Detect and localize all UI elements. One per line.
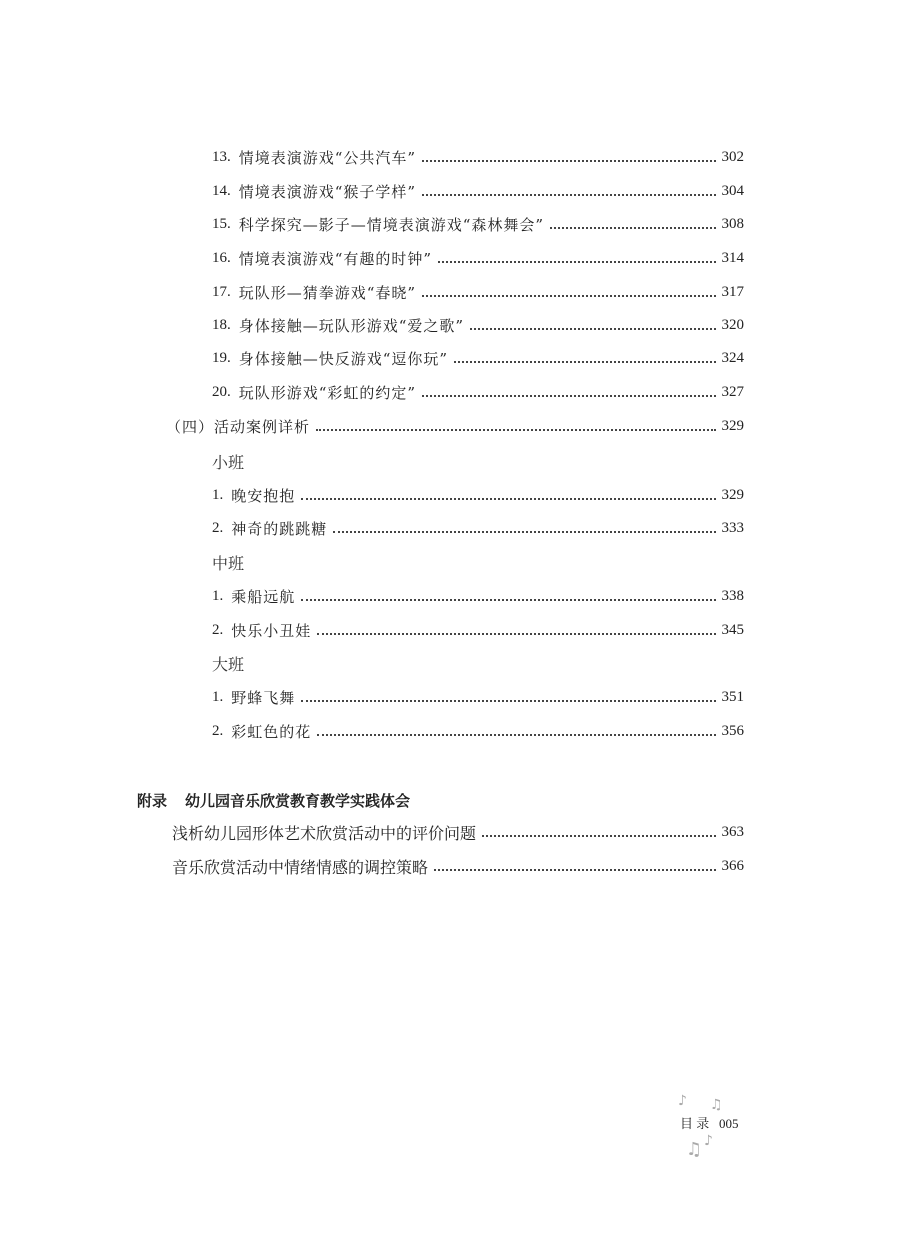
dot-leader xyxy=(454,361,715,363)
dot-leader xyxy=(301,700,715,702)
entry-title: 身体接触—快反游戏“逗你玩” xyxy=(238,349,449,368)
entry-number: 1. xyxy=(212,587,224,604)
dot-leader xyxy=(438,261,715,263)
music-note-icon: ♪ xyxy=(678,1093,687,1109)
entry-page: 317 xyxy=(721,283,744,300)
entry-title: 玩队形—猜拳游戏“春晓” xyxy=(238,283,417,302)
entry-page: 333 xyxy=(721,519,744,536)
entry-number: 17. xyxy=(212,283,231,300)
entry-number: 13. xyxy=(212,148,231,165)
entry-number: 15. xyxy=(212,215,231,232)
entry-page: 304 xyxy=(721,182,744,199)
section-title: （四）活动案例详析 xyxy=(166,417,311,436)
section-page: 329 xyxy=(721,417,744,434)
dot-leader xyxy=(422,160,715,162)
page-footer xyxy=(660,1095,770,1175)
music-note-icon: ♫ xyxy=(710,1097,723,1113)
page-number: 005 xyxy=(719,1116,739,1131)
entry-page: 345 xyxy=(721,621,744,638)
group-label-xiaoban: 小班 xyxy=(212,453,245,472)
entry-page: 324 xyxy=(721,349,744,366)
toc-entry xyxy=(212,313,744,337)
appendix-entry xyxy=(172,854,744,878)
entry-page: 356 xyxy=(721,722,744,739)
music-note-icon: ♪ xyxy=(704,1133,713,1149)
entry-title: 快乐小丑娃 xyxy=(231,621,312,640)
entry-page: 366 xyxy=(721,857,744,874)
entry-number: 2. xyxy=(212,519,224,536)
appendix-label: 附录 xyxy=(137,792,168,810)
entry-title: 音乐欣赏活动中情绪情感的调控策略 xyxy=(172,857,429,877)
toc-entry xyxy=(212,618,744,642)
toc-entry xyxy=(212,685,744,709)
dot-leader xyxy=(301,599,715,601)
footer-text xyxy=(680,1113,739,1132)
dot-leader xyxy=(550,227,715,229)
entry-number: 1. xyxy=(212,688,224,705)
group-label-zhongban: 中班 xyxy=(212,554,245,573)
dot-leader xyxy=(422,395,715,397)
entry-page: 329 xyxy=(721,486,744,503)
entry-title: 情境表演游戏“公共汽车” xyxy=(238,148,417,167)
toc-entry xyxy=(212,346,744,370)
toc-entry xyxy=(212,380,744,404)
dot-leader xyxy=(434,869,715,871)
entry-number: 1. xyxy=(212,486,224,503)
entry-page: 338 xyxy=(721,587,744,604)
toc-entry xyxy=(212,516,744,540)
dot-leader xyxy=(482,835,715,837)
appendix-heading xyxy=(137,790,410,811)
entry-number: 2. xyxy=(212,722,224,739)
toc-section-4 xyxy=(166,414,744,438)
entry-number: 18. xyxy=(212,316,231,333)
footer-section: 目 录 xyxy=(680,1116,710,1131)
entry-title: 身体接触—玩队形游戏“爱之歌” xyxy=(238,316,465,335)
entry-page: 314 xyxy=(721,249,744,266)
entry-number: 2. xyxy=(212,621,224,638)
toc-entry xyxy=(212,212,744,236)
appendix-entry xyxy=(172,820,744,844)
dot-leader xyxy=(316,429,715,431)
dot-leader xyxy=(422,295,715,297)
entry-title: 科学探究—影子—情境表演游戏“森林舞会” xyxy=(238,215,545,234)
entry-page: 308 xyxy=(721,215,744,232)
entry-title: 彩虹色的花 xyxy=(231,722,312,741)
entry-number: 16. xyxy=(212,249,231,266)
toc-entry xyxy=(212,280,744,304)
entry-title: 玩队形游戏“彩虹的约定” xyxy=(238,383,417,402)
dot-leader xyxy=(317,734,715,736)
appendix-title: 幼儿园音乐欣赏教育教学实践体会 xyxy=(185,792,411,810)
toc-entry xyxy=(212,179,744,203)
entry-title: 神奇的跳跳糖 xyxy=(231,519,328,538)
toc-entry xyxy=(212,483,744,507)
entry-page: 327 xyxy=(721,383,744,400)
entry-title: 情境表演游戏“猴子学样” xyxy=(238,182,417,201)
music-note-icon: ♫ xyxy=(686,1139,703,1160)
entry-page: 363 xyxy=(721,823,744,840)
toc-entry xyxy=(212,246,744,270)
entry-number: 19. xyxy=(212,349,231,366)
entry-number: 20. xyxy=(212,383,231,400)
dot-leader xyxy=(470,328,715,330)
dot-leader xyxy=(422,194,715,196)
entry-title: 浅析幼儿园形体艺术欣赏活动中的评价问题 xyxy=(172,823,477,843)
entry-title: 乘船远航 xyxy=(231,587,296,606)
group-label-daban: 大班 xyxy=(212,655,245,674)
dot-leader xyxy=(301,498,715,500)
entry-page: 351 xyxy=(721,688,744,705)
entry-page: 320 xyxy=(721,316,744,333)
toc-entry xyxy=(212,145,744,169)
toc-entry xyxy=(212,584,744,608)
dot-leader xyxy=(317,633,715,635)
entry-number: 14. xyxy=(212,182,231,199)
dot-leader xyxy=(333,531,715,533)
entry-title: 野蜂飞舞 xyxy=(231,688,296,707)
entry-title: 情境表演游戏“有趣的时钟” xyxy=(238,249,433,268)
toc-entry xyxy=(212,719,744,743)
entry-title: 晚安抱抱 xyxy=(231,486,296,505)
entry-page: 302 xyxy=(721,148,744,165)
